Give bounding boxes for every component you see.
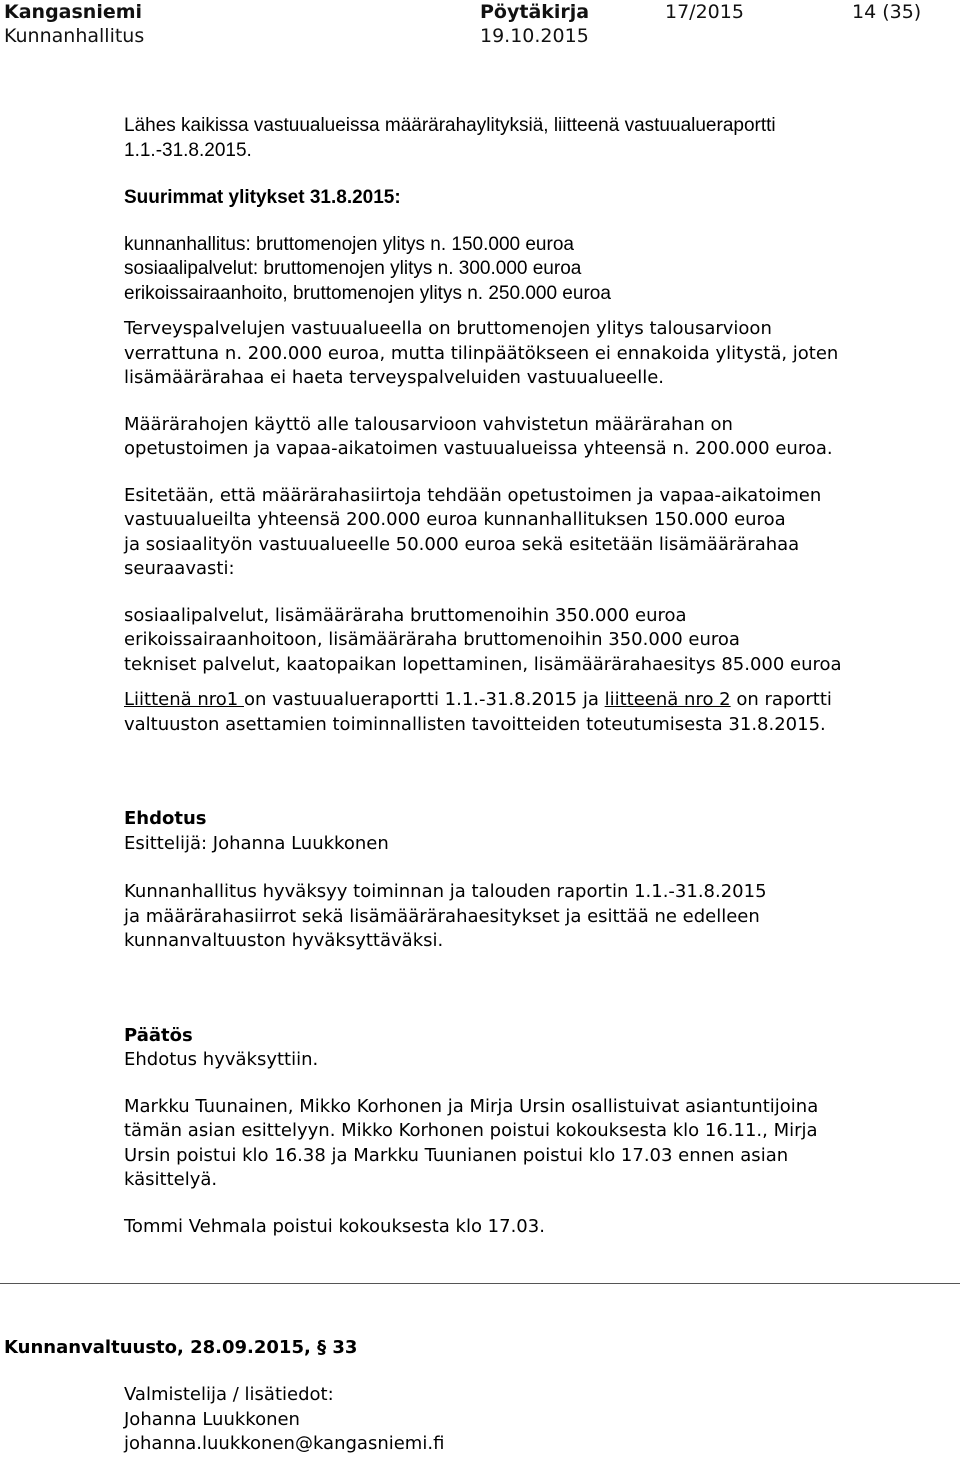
preparer-label: Valmistelija / lisätiedot: <box>124 1384 334 1405</box>
overruns-list <box>124 233 914 307</box>
attachment-text-1: on vastuualueraportti 1.1.-31.8.2015 ja <box>243 689 605 710</box>
text-line: ja määrärahasiirrot sekä lisämäärärahaesitykset ja esittää ne edelleen <box>124 905 760 927</box>
text-line: lisämäärärahaa ei haeta terveyspalveluiden vastuualueelle. <box>124 367 665 388</box>
text-line: Esitetään, että määrärahasiirtoja tehdään opetustoimen ja vapaa-aikatoimen <box>124 484 822 506</box>
section-divider <box>0 1283 960 1284</box>
text-line: tämän asian esittelyyn. Mikko Korhonen poistui kokouksesta klo 16.11., Mirja <box>124 1120 818 1141</box>
list-item: tekniset palvelut, kaatopaikan lopettaminen, lisämäärärahaesitys 85.000 euroa <box>124 653 842 675</box>
body-name: Kunnanhallitus <box>4 25 145 47</box>
text-line: seuraavasti: <box>124 558 235 579</box>
text-line: Markku Tuunainen, Mikko Korhonen ja Mirja Ursin osallistuivat asiantuntijoina <box>124 1095 819 1117</box>
additions-list <box>124 604 914 678</box>
list-item: erikoissairaanhoito, bruttomenojen ylitys n. 250.000 euroa <box>124 282 611 304</box>
attachment-1-link[interactable]: Liittenä nro1 <box>124 689 244 710</box>
text-line: Lähes kaikissa vastuualueissa määrärahaylityksiä, liitteenä vastuualueraportti <box>124 115 776 136</box>
municipality-name: Kangasniemi <box>4 1 143 23</box>
transfer-paragraph <box>124 484 914 582</box>
overruns-title: Suurimmat ylitykset 31.8.2015: <box>124 187 401 208</box>
proposal-title: Ehdotus <box>124 808 207 829</box>
text-line: 1.1.-31.8.2015. <box>124 139 252 161</box>
attachment-2-link[interactable]: liitteenä nro 2 <box>604 689 731 710</box>
decision-title: Päätös <box>124 1024 193 1046</box>
text-line: ja sosiaalityön vastuualueelle 50.000 euroa sekä esitetään lisämäärärahaa <box>124 533 800 555</box>
preparer-info <box>124 1383 444 1457</box>
text-line: verrattuna n. 200.000 euroa, mutta tilinpäätökseen ei ennakoida ylitystä, joten <box>124 342 839 364</box>
list-item: erikoissairaanhoitoon, lisämääräraha bruttomenoihin 350.000 euroa <box>124 629 740 650</box>
main-content <box>124 114 914 1239</box>
council-title: Kunnanvaltuusto, 28.09.2015, § 33 <box>4 1337 358 1358</box>
text-line: vastuualueilta yhteensä 200.000 euroa kunnanhallituksen 150.000 euroa <box>124 509 786 530</box>
document-header <box>0 0 960 56</box>
proposal-section <box>124 807 914 954</box>
text-line: Kunnanhallitus hyväksyy toiminnan ja talouden raportin 1.1.-31.8.2015 <box>124 881 767 902</box>
decision-text: Ehdotus hyväksyttiin. <box>124 1049 319 1070</box>
doc-type: Pöytäkirja <box>480 1 590 23</box>
list-item: sosiaalipalvelut: bruttomenojen ylitys n. 300.000 euroa <box>124 258 582 279</box>
doc-number: 17/2015 <box>665 1 744 23</box>
text-line: Terveyspalvelujen vastuualueella on bruttomenojen ylitys talousarvioon <box>124 318 772 339</box>
proposal-presenter: Esittelijä: Johanna Luukkonen <box>124 832 389 854</box>
attachments-paragraph <box>124 688 914 737</box>
text-line: kunnanvaltuuston hyväksyttäväksi. <box>124 930 444 951</box>
decision-section <box>124 1024 914 1240</box>
usage-paragraph <box>124 413 914 462</box>
intro-paragraph <box>124 114 914 163</box>
text-line <box>124 688 914 713</box>
list-item: kunnanhallitus: bruttomenojen ylitys n. 150.000 euroa <box>124 233 574 255</box>
page-number: 14 (35) <box>852 1 922 23</box>
experts-paragraph <box>124 1095 914 1193</box>
text-line: Määrärahojen käyttö alle talousarvioon vahvistetun määrärahan on <box>124 413 733 435</box>
preparer-email[interactable]: johanna.luukkonen@kangasniemi.fi <box>124 1433 445 1454</box>
text-line: käsittelyä. <box>124 1169 218 1190</box>
health-paragraph <box>124 317 914 391</box>
text-line: opetustoimen ja vapaa-aikatoimen vastuualueissa yhteensä n. 200.000 euroa. <box>124 438 833 459</box>
doc-date: 19.10.2015 <box>480 25 589 47</box>
text-line: valtuuston asettamien toiminnallisten tavoitteiden toteutumisesta 31.8.2015. <box>124 713 826 735</box>
attachment-text-2: on raportti <box>730 689 832 710</box>
proposal-text <box>124 880 914 954</box>
preparer-name: Johanna Luukkonen <box>124 1408 300 1430</box>
text-line: Ursin poistui klo 16.38 ja Markku Tuunianen poistui klo 17.03 ennen asian <box>124 1144 789 1166</box>
list-item: sosiaalipalvelut, lisämääräraha bruttomenoihin 350.000 euroa <box>124 604 687 626</box>
departure-note: Tommi Vehmala poistui kokouksesta klo 17.03. <box>124 1215 545 1237</box>
